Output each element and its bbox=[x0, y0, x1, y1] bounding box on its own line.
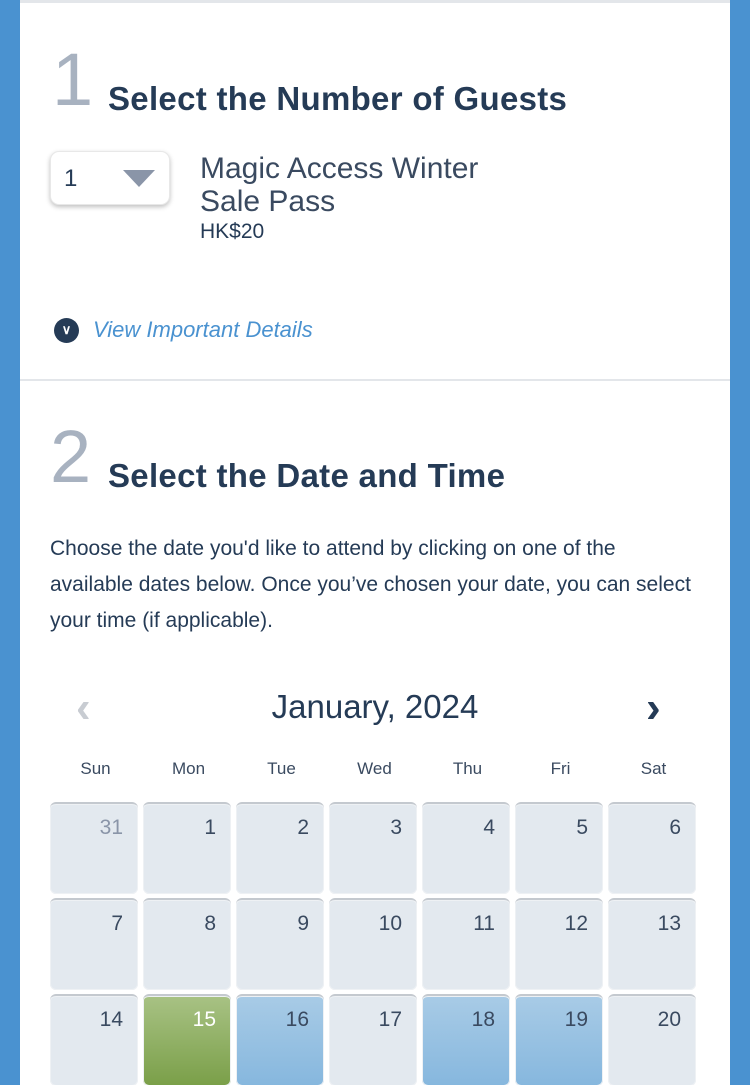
calendar-day-20[interactable] bbox=[608, 994, 696, 1085]
calendar-day-16[interactable] bbox=[236, 994, 324, 1085]
product-price: HK$20 bbox=[200, 220, 265, 243]
day-number: 5 bbox=[576, 816, 588, 839]
day-number: 8 bbox=[204, 912, 216, 935]
calendar-day-6[interactable] bbox=[608, 802, 696, 894]
weekday-header: Sat bbox=[640, 759, 667, 778]
day-number: 9 bbox=[297, 912, 309, 935]
calendar-day-12[interactable] bbox=[515, 898, 603, 990]
weekday-header: Sun bbox=[80, 759, 111, 778]
calendar-day-10[interactable] bbox=[329, 898, 417, 990]
day-number: 14 bbox=[99, 1008, 123, 1031]
calendar-day-5[interactable] bbox=[515, 802, 603, 894]
guest-count-select[interactable] bbox=[50, 151, 170, 205]
top-border bbox=[20, 0, 730, 3]
day-number: 6 bbox=[669, 816, 681, 839]
calendar-day-7[interactable] bbox=[50, 898, 138, 990]
double-chevron-down-icon: ∨ bbox=[54, 318, 79, 343]
dropdown-arrow-icon bbox=[123, 170, 155, 187]
weekday-header: Wed bbox=[357, 759, 392, 778]
day-number: 7 bbox=[111, 912, 123, 935]
calendar-day-3[interactable] bbox=[329, 802, 417, 894]
day-number: 4 bbox=[483, 816, 495, 839]
day-number: 16 bbox=[285, 1008, 309, 1031]
view-details-link[interactable] bbox=[54, 317, 313, 343]
calendar-day-14[interactable] bbox=[50, 994, 138, 1085]
guest-count-value: 1 bbox=[64, 165, 78, 192]
day-number: 13 bbox=[657, 912, 681, 935]
weekday-header: Tue bbox=[267, 759, 296, 778]
calendar-day-31[interactable] bbox=[50, 802, 138, 894]
calendar-month: January, 2024 bbox=[271, 688, 479, 725]
calendar-day-4[interactable] bbox=[422, 802, 510, 894]
calendar-day-15[interactable] bbox=[143, 994, 231, 1085]
calendar-day-17[interactable] bbox=[329, 994, 417, 1085]
calendar-day-2[interactable] bbox=[236, 802, 324, 894]
view-details-label: View Important Details bbox=[93, 317, 313, 342]
day-number: 15 bbox=[192, 1008, 216, 1031]
step-title: Select the Number of Guests bbox=[108, 80, 568, 117]
day-number: 2 bbox=[297, 816, 309, 839]
ticket-card bbox=[20, 0, 730, 1085]
day-number: 19 bbox=[564, 1008, 588, 1031]
calendar-day-13[interactable] bbox=[608, 898, 696, 990]
section-divider bbox=[20, 379, 730, 381]
calendar-day-19[interactable] bbox=[515, 994, 603, 1085]
calendar-day-18[interactable] bbox=[422, 994, 510, 1085]
day-number: 12 bbox=[564, 912, 588, 935]
next-month-button[interactable]: › bbox=[646, 683, 661, 732]
step-number: 1 bbox=[52, 38, 94, 121]
calendar-day-9[interactable] bbox=[236, 898, 324, 990]
step-title: Select the Date and Time bbox=[108, 457, 506, 494]
weekday-header: Mon bbox=[171, 759, 206, 778]
day-number: 10 bbox=[378, 912, 402, 935]
day-number: 20 bbox=[657, 1008, 681, 1031]
step-number: 2 bbox=[50, 415, 92, 498]
day-number: 17 bbox=[378, 1008, 402, 1031]
day-number: 18 bbox=[471, 1008, 495, 1031]
prev-month-button[interactable]: ‹ bbox=[76, 683, 91, 732]
day-number: 31 bbox=[99, 816, 123, 839]
calendar-day-8[interactable] bbox=[143, 898, 231, 990]
calendar-day-1[interactable] bbox=[143, 802, 231, 894]
step-description: Choose the date you'd like to attend by clicking on one of the available dates below. Once you’ve chosen your date, you can select your time (if applicable). bbox=[50, 537, 691, 632]
day-number: 11 bbox=[473, 912, 495, 935]
weekday-header: Fri bbox=[550, 759, 571, 778]
day-number: 1 bbox=[204, 816, 216, 839]
weekday-header: Thu bbox=[452, 759, 483, 778]
day-number: 3 bbox=[390, 816, 402, 839]
product-name: Magic Access Winter Sale Pass bbox=[200, 152, 479, 218]
calendar-day-11[interactable] bbox=[422, 898, 510, 990]
